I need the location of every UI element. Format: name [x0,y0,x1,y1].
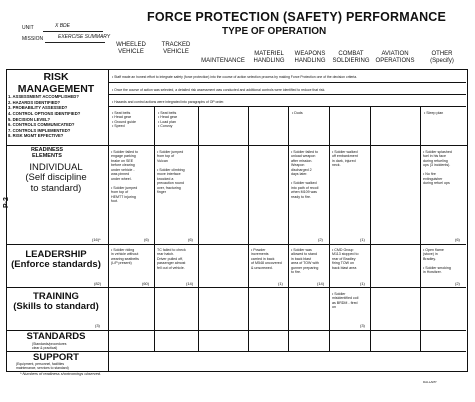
col-materiel-handling: MATERIEL HANDLING [253,51,285,64]
risk-note-1: • Staff made an honest effort to integrate safety (force protection) into the course of action selection process by making Force Protection one of the decision criteria. [112,75,358,79]
readiness-col-line-7 [420,145,421,351]
unit-underline [43,31,103,32]
cell-leadership-wheeled: • Soldier riding in vehicle without wearing seatbelts (L/P present) [111,248,139,266]
unit-label: UNIT [22,25,34,31]
cell-leadership-other-count: (2) [455,281,460,286]
risk-checklist: 1. ASSESSMENT ACCOMPLISHED? 2. HAZARDS IDENTIFIED? 3. PROBABILITY ASSESSED? 4. CONTROL OPTIONS IDENTIFIED? 5. DECISION LEVEL? 6. CONTROLS COMMUNICATED? 7. CONTROLS IMPLEMENTED? 8. RISK MGMT EFFECTIVE? [8,94,81,139]
risk-col-line-6 [370,106,371,145]
mission-value: EXERCISE SUMMARY [58,34,111,40]
readiness-label-divider [108,145,109,371]
cell-leadership-weapons: • Soldier was allowed to stand in back blast area of TOW with gunner preparing to fire. [291,248,319,275]
leadership-row-label: LEADERSHIP (Enforce standards) [11,249,101,271]
risk-wheeled-controls: • Seat belts • Head gear • Ground guide • Speed [112,111,137,129]
training-count: (3) [95,323,100,328]
individual-count: (16)* [92,237,101,242]
risk-col-line-1 [154,106,155,145]
standards-row-sublabel: (Standards/procedures clear & practical) [32,342,67,350]
support-row-label: SUPPORT [33,352,79,363]
readiness-col-line-5 [329,145,330,351]
risk-other-controls: • Sleep plan [424,111,444,115]
unit-value: X BDE [55,23,71,29]
standards-row-label: STANDARDS [26,331,86,342]
risk-weapons-controls: • Duds [292,111,303,115]
col-other: OTHER (Specify) [430,51,454,64]
row-divider-leadership [6,244,466,245]
cell-individual-tracked-count: (6) [188,237,193,242]
cell-leadership-materiel: • Powder increments carried in back of M548 uncovered & unscrewed. [251,248,282,270]
individual-row-label: INDIVIDUAL (Self discipline to standard) [25,162,87,194]
col-weapons-handling: WEAPONS HANDLING [294,51,326,64]
mission-label: MISSION [22,36,44,42]
risk-col-line-4 [288,106,289,145]
training-row-label: TRAINING (Skills to standard) [13,291,99,313]
readiness-col-line-2 [198,145,199,351]
col-combat-soldiering: COMBAT SOLDIERING [332,51,370,64]
cell-individual-weapons-count: (2) [318,237,323,242]
footnote: * Numbers of readiness shortcomings observed. [20,372,102,376]
cell-individual-wheeled: • Soldier failed to engage parking brake on SEE before clearing under vehicle - was pinned under wheel. • Soldier jumped from top of HEMTT injuring foot. [111,150,139,204]
support-row-sublabel: (Equipment, personnel, facilities maintenance, services to standard) [16,362,69,370]
risk-management-title: RISK MANAGEMENT [17,71,95,95]
cell-individual-weapons: • Soldier failed to unload weapon after mission. Weapon discharged 2 days later. • Soldier walked into path of recoil when M109 was ready to fire. [291,150,319,199]
risk-divider [108,69,109,146]
cell-leadership-combat: • CMD Group M113 stopped to rear of Bradley firing TOW on back blast area [332,248,359,270]
risk-col-line-5 [329,106,330,145]
page-subtitle: TYPE OF OPERATION [222,26,327,37]
col-maintenance: MAINTENANCE [201,58,245,64]
risk-col-line-7 [420,106,421,145]
risk-col-line-3 [248,106,249,145]
cell-leadership-wheeled-count: (60) [142,281,150,286]
readiness-col-line-4 [288,145,289,351]
mission-underline [45,42,105,43]
readiness-col-line-3 [248,145,249,351]
cell-individual-other-count: (6) [455,237,460,242]
col-wheeled-vehicle: WHEELED VEHICLE [116,42,146,55]
cell-leadership-materiel-count: (1) [278,281,283,286]
cell-leadership-weapons-count: (14) [317,281,325,286]
cell-leadership-tracked-count: (14) [186,281,194,286]
cell-individual-combat: • Soldier walked off embankment in dark, injured neck. [332,150,358,168]
leadership-count: (82) [94,281,102,286]
cell-training-combat: • Soldier misidentified coil as BRDM - fired on [332,292,359,310]
readiness-elements-title: READINESS ELEMENTS [30,147,64,160]
readiness-col-line-1 [154,145,155,351]
page-title: FORCE PROTECTION (SAFETY) PERFORMANCE [147,10,447,24]
risk-note-divider-3 [108,106,466,107]
risk-note-divider-1 [108,82,466,83]
cell-training-combat-count: (3) [360,323,365,328]
cell-individual-tracked: • Soldier jumped from top of Vulcan • Soldier climbing move interface knocked a precaution round over, fracturing finger [157,150,185,195]
row-divider-training [6,287,466,288]
cell-leadership-tracked: TC failed to check rear hatch. Driver pulled off, passenger almost fell out of vehicle. [157,248,186,270]
risk-note-2: • Once the course of action was selected, a detailed risk assessment was conducted and additional controls were identified to reduce that risk. [112,88,326,92]
readiness-col-line-6 [370,145,371,351]
cell-individual-other: • Soldier splashed fuel in his face during refueling ops (3 incidents). • No fire extinguisher during refuel ops [423,150,452,186]
risk-tracked-controls: • Seat belts • Head gear • Load plan • Convoy [158,111,178,129]
page-side-number: P-2 [3,197,10,208]
risk-col-line-2 [198,106,199,145]
cell-leadership-other: • Open flame (stove) in Bradley. • Soldier smoking in Howitzer. [423,248,451,275]
col-tracked-vehicle: TRACKED VEHICLE [161,42,191,55]
col-aviation-operations: AVIATION OPERATIONS [375,51,415,64]
cell-leadership-combat-count: (1) [360,281,365,286]
corner-code: DALLAPP [423,380,437,384]
cell-individual-combat-count: (1) [360,237,365,242]
risk-note-divider-2 [108,94,466,95]
cell-individual-wheeled-count: (6) [144,237,149,242]
risk-note-3: • Hazards and control actions were integrated into paragraphs of OP order. [112,100,225,104]
